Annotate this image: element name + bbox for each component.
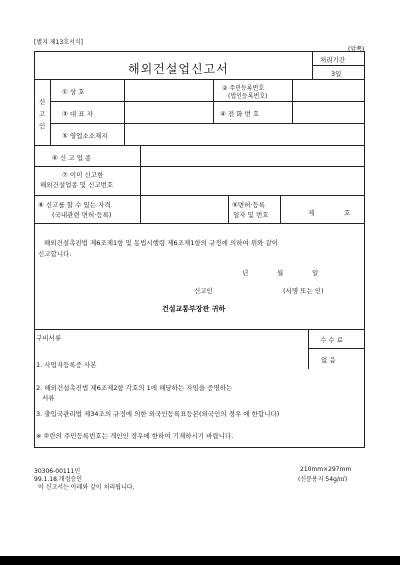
phone-label: ④ 전 화 번 호 <box>220 110 260 118</box>
business-type-label: ⑥ 신 고 업 종 <box>52 154 92 162</box>
form-title: 해외건설업신고서 <box>128 62 229 76</box>
attachment-item-3: 3. 출입국관리법 제34조의 규정에 의한 외국인등록표등본(외국인의 경우 에 한합니다) <box>36 410 280 418</box>
month-label: 월 <box>277 269 284 277</box>
processing-note: 이 신고서는 아래와 같이 처리됩니다. <box>38 484 135 491</box>
fee-label: 수 수 료 <box>320 336 343 344</box>
license-number-label: 일자 및 번호 <box>233 211 269 219</box>
existing-registration-sub: 해외건설업종 및 신고번호 <box>40 181 114 189</box>
reg-number-label: ② 주민등록번호 <box>222 85 265 92</box>
number-suffix: 호 <box>344 209 351 217</box>
trade-name-label: ① 상 호 <box>62 88 85 96</box>
attachment-item-1: 1. 사업자등록증 사본 <box>36 361 97 369</box>
applicant-signature-label: 신고인 <box>194 287 213 295</box>
form-code: 30306-00111민 <box>34 468 81 475</box>
attachments-header: 구비서류 <box>36 334 62 342</box>
declaration-text: 해외건설촉진법 제6조제1항 및 동법시행령 제6조제1항의 규정에 의하여 위와 같이 <box>44 239 278 247</box>
attachment-item-2-cont: 서류 <box>42 394 55 402</box>
signature-note: (서명 또는 인) <box>283 287 324 295</box>
declaration-text-2: 신고합니다. <box>38 250 72 258</box>
reg-number-note: ※ ②란의 주민등록번호는 개인인 경우에 한하여 기재하시기 바랍니다. <box>36 432 234 440</box>
qualification-label: ⑧ 신고를 할 수 있는 자격 <box>38 201 111 209</box>
processing-period-label: 처리기간 <box>320 56 346 64</box>
year-label: 년 <box>242 269 249 277</box>
attachment-item-2: 2. 해외건설촉진법 제6조제2항 각호의 1에 해당하는 자임을 증명하는 <box>36 384 233 392</box>
side-note: (앞쪽) <box>348 46 365 53</box>
office-address-label: ⑤ 영업소소재지 <box>62 132 108 140</box>
paper-type: (신문용지 54g/㎡) <box>298 476 348 483</box>
representative-label: ③ 대 표 자 <box>62 110 93 118</box>
day-label: 일 <box>312 269 319 277</box>
existing-registration-label: ⑦ 이미 신고한 <box>62 171 104 179</box>
qualification-sub: (국내관련 면허·등록) <box>52 211 112 219</box>
corp-reg-number-label: (법인등록번호) <box>228 93 268 100</box>
processing-period-value: 3일 <box>331 70 342 78</box>
bottom-bar <box>0 556 400 565</box>
approval-date: 99.1.18.개정승인 <box>34 476 82 483</box>
applicant-group-label: 신고인 <box>39 98 46 130</box>
number-prefix: 제 <box>308 209 315 217</box>
form-number: [별지 제13호서식] <box>34 39 83 46</box>
license-date-label: ⑨면허·등록 <box>232 201 266 209</box>
addressee: 건설교통부장관 귀하 <box>162 305 226 313</box>
paper-size: 210mm×297mm <box>300 466 352 473</box>
fee-value: 없 음 <box>321 356 336 364</box>
